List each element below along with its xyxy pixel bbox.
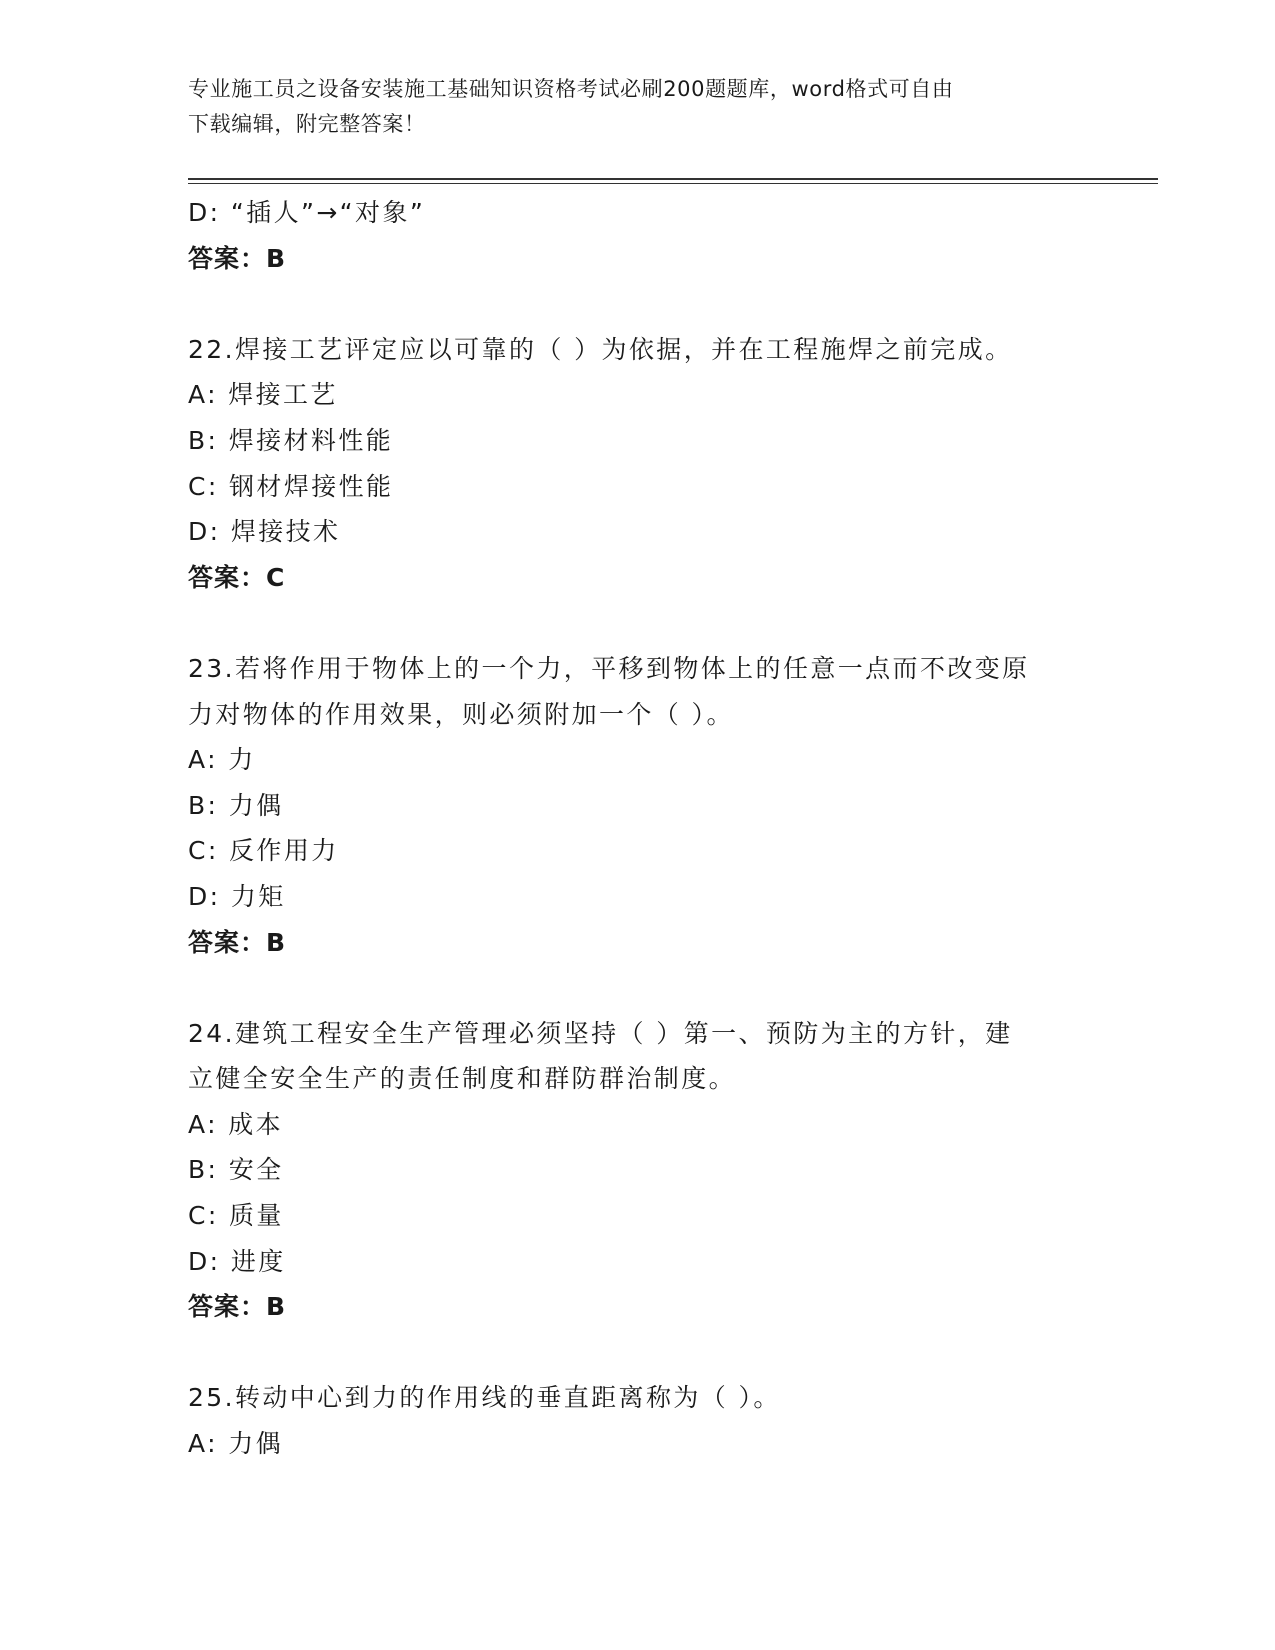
option-a: A: 力 — [188, 745, 256, 775]
option-b: B: 力偶 — [188, 790, 284, 820]
question-stem: 25.转动中心到力的作用线的垂直距离称为（ ）。 — [188, 1383, 781, 1413]
header-line-2: 下载编辑，附完整答案！ — [188, 112, 426, 136]
question-23 — [188, 646, 1088, 965]
answer: 答案：B — [188, 1292, 287, 1322]
question-25 — [188, 1375, 1088, 1466]
header-line-1: 专业施工员之设备安装施工基础知识资格考试必刷200题题库，word格式可自由 — [188, 77, 954, 101]
option-c: C: 反作用力 — [188, 836, 339, 866]
spacer — [188, 965, 1088, 1011]
question-list — [188, 190, 1088, 1467]
spacer — [188, 281, 1088, 327]
option-c: C: 质量 — [188, 1201, 284, 1231]
question-22 — [188, 327, 1088, 601]
header-divider-thin — [188, 183, 1158, 184]
answer: 答案：C — [188, 562, 286, 592]
option-d: D: 进度 — [188, 1246, 286, 1276]
question-stem: 24.建筑工程安全生产管理必须坚持（ ）第一、预防为主的方针，建 — [188, 1018, 1013, 1048]
question-stem: 22.焊接工艺评定应以可靠的（ ）为依据，并在工程施焊之前完成。 — [188, 334, 1013, 364]
question-24 — [188, 1011, 1088, 1330]
option-c: C: 钢材焊接性能 — [188, 471, 394, 501]
spacer — [188, 600, 1088, 646]
question-stem-cont: 立健全安全生产的责任制度和群防群治制度。 — [188, 1064, 737, 1094]
prev-option-d: D: “插人”→“对象” — [188, 198, 426, 227]
option-b: B: 焊接材料性能 — [188, 425, 394, 455]
header-divider-thick — [188, 178, 1158, 180]
spacer — [188, 1330, 1088, 1376]
document-header — [188, 72, 1068, 142]
option-a: A: 力偶 — [188, 1429, 284, 1459]
prev-answer: 答案：B — [188, 243, 287, 273]
option-a: A: 焊接工艺 — [188, 380, 338, 410]
option-a: A: 成本 — [188, 1109, 284, 1139]
option-b: B: 安全 — [188, 1155, 284, 1185]
answer: 答案：B — [188, 927, 287, 957]
option-d: D: 焊接技术 — [188, 517, 341, 547]
question-stem: 23.若将作用于物体上的一个力，平移到物体上的任意一点而不改变原 — [188, 653, 1030, 683]
option-d: D: 力矩 — [188, 881, 286, 911]
question-stem-cont: 力对物体的作用效果，则必须附加一个（ ）。 — [188, 699, 734, 729]
